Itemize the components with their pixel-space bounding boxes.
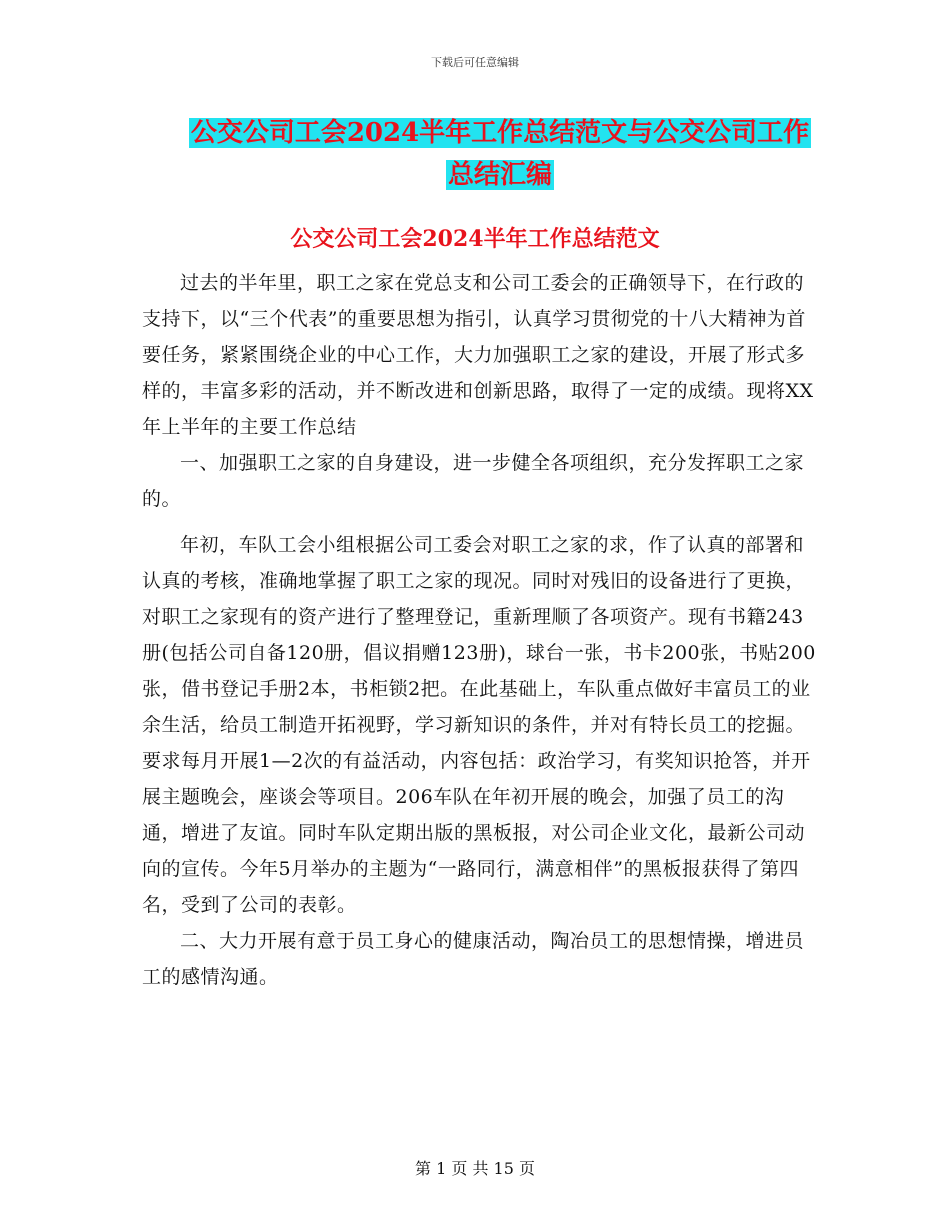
header-note: 下载后可任意编辑 — [431, 56, 519, 69]
paragraph: 一、加强职工之家的自身建设，进一步健全各项组织，充分发挥职工之家的。 — [142, 452, 805, 510]
paragraph: 年初，车队工会小组根据公司工委会对职工之家的求，作了认真的部署和认真的考核，准确地掌握了职工之家的现况。同时对残旧的设备进行了更换，对职工之家现有的资产进行了整理登记，重新理顺了各项资产。现有书籍243册(包括公司自备120册，倡议捐赠123册)，球台一张，书卡200张，书贴200张，借书登记手册2本，书柜锁2把。在此基础上，车队重点做好丰富员工的业余生活，给员工制造开拓视野，学习新知识的条件，并对有特长员工的挖掘。要求每月开展1—2次的有益活动，内容包括：政治学习，有奖知识抢答，并开展主题晚会，座谈会等项目。206车队在年初开展的晚会，加强了员工的沟通，增进了友谊。同时车队定期出版的黑板报，对公司企业文化，最新公司动向的宣传。今年5月举办的主题为“一路同行，满意相伴”的黑板报获得了第四名，受到了公司的表彰。 — [142, 534, 816, 916]
page-number: 第 1 页 共 15 页 — [415, 1159, 535, 1178]
document-body — [142, 265, 817, 995]
paragraph: 过去的半年里，职工之家在党总支和公司工委会的正确领导下，在行政的支持下，以“三个代表”的重要思想为指引，认真学习贯彻党的十八大精神为首要任务，紧紧围绕企业的中心工作，大力加强职工之家的建设，开展了形式多样的，丰富多彩的活动，并不断改进和创新思路，取得了一定的成绩。现将XX年上半年的主要工作总结 — [142, 272, 814, 438]
paragraph: 二、大力开展有意于员工身心的健康活动，陶冶员工的思想情操，增进员工的感情沟通。 — [142, 930, 805, 988]
document-title-line-2: 总结汇编 — [447, 160, 552, 190]
section-title: 公交公司工会2024半年工作总结范文 — [290, 226, 660, 252]
document-title — [140, 112, 860, 196]
document-title-line-1: 公交公司工会2024半年工作总结范文与公交公司工作 — [190, 118, 810, 148]
